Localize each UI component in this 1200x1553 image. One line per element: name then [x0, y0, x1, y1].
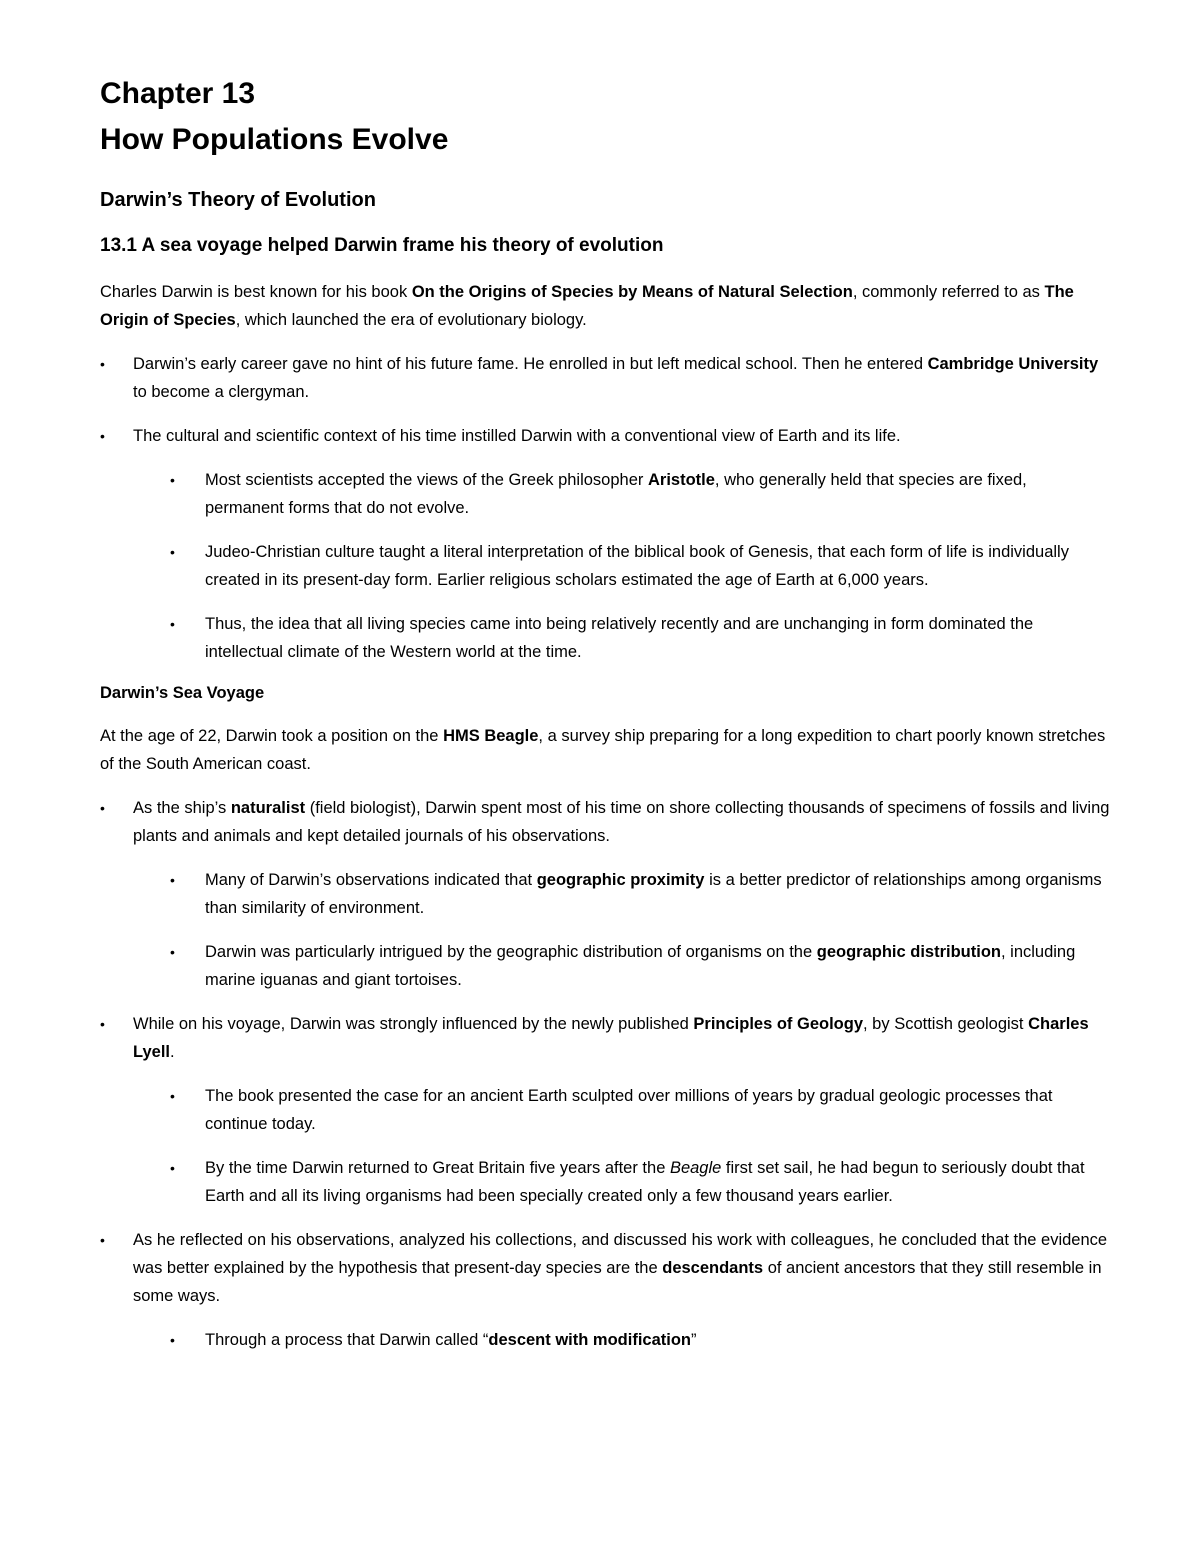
- voyage-paragraph: At the age of 22, Darwin took a position on the HMS Beagle, a survey ship preparing for a long expedition to chart poorly known stretches of the South American coast.: [100, 727, 1106, 773]
- subbullet-ancient-earth: • The book presented the case for an ancient Earth sculpted over millions of years by gradual geologic processes that continue today.: [100, 1082, 1110, 1138]
- subbullet-geographic-proximity: • Many of Darwin’s observations indicated that geographic proximity is a better predictor of relationships among organisms than similarity of environment.: [100, 866, 1110, 922]
- bullet-cultural-context: • The cultural and scientific context of his time instilled Darwin with a conventional view of Earth and its life.: [100, 422, 1110, 450]
- bullet-descendants: • As he reflected on his observations, analyzed his collections, and discussed his work with colleagues, he concluded that the evidence was better explained by the hypothesis that present-day species are the descendants of ancient ancestors that they still resemble in some ways.: [100, 1226, 1110, 1310]
- subsection-heading: 13.1 A sea voyage helped Darwin frame his theory of evolution: [100, 235, 664, 256]
- bullet-dot: •: [170, 1332, 175, 1348]
- bullet-dot: •: [100, 428, 105, 444]
- bullet-early-career: • Darwin’s early career gave no hint of his future fame. He enrolled in but left medical school. Then he entered Cambridge University to become a clergyman.: [100, 350, 1110, 406]
- chapter-title: How Populations Evolve: [100, 123, 449, 156]
- subbullet-genesis: • Judeo-Christian culture taught a literal interpretation of the biblical book of Genesis, that each form of life is individually created in its present-day form. Earlier religious scholars estimated the age of Earth at 6,000 years.: [100, 538, 1110, 594]
- subbullet-intellectual-climate: • Thus, the idea that all living species came into being relatively recently and are unchanging in form dominated the intellectual climate of the Western world at the time.: [100, 610, 1110, 666]
- bullet-dot: •: [100, 356, 105, 372]
- bullet-dot: •: [170, 1160, 175, 1176]
- bullet-dot: •: [170, 616, 175, 632]
- bullet-dot: •: [100, 1232, 105, 1248]
- bullet-dot: •: [170, 472, 175, 488]
- document-page: [100, 76, 1110, 1354]
- subbullet-geographic-distribution: • Darwin was particularly intrigued by the geographic distribution of organisms on the geographic distribution, including marine iguanas and giant tortoises.: [100, 938, 1110, 994]
- voyage-heading: Darwin’s Sea Voyage: [100, 684, 265, 702]
- intro-paragraph: Charles Darwin is best known for his book On the Origins of Species by Means of Natural Selection, commonly referred to as The Origin of Species, which launched the era of evolutionary biology.: [100, 283, 1074, 329]
- bullet-dot: •: [170, 544, 175, 560]
- subbullet-descent-with-modification: • Through a process that Darwin called “descent with modification”: [100, 1326, 1110, 1354]
- bullet-dot: •: [100, 1016, 105, 1032]
- bullet-dot: •: [100, 800, 105, 816]
- section-heading: Darwin’s Theory of Evolution: [100, 189, 376, 211]
- chapter-heading: Chapter 13: [100, 77, 256, 110]
- subbullet-aristotle: • Most scientists accepted the views of the Greek philosopher Aristotle, who generally held that species are fixed, permanent forms that do not evolve.: [100, 466, 1110, 522]
- subbullet-returned-britain: • By the time Darwin returned to Great Britain five years after the Beagle first set sail, he had begun to seriously doubt that Earth and all its living organisms had been specially created only a few thousand years earlier.: [100, 1154, 1110, 1210]
- bullet-dot: •: [170, 1088, 175, 1104]
- bullet-naturalist: • As the ship’s naturalist (field biologist), Darwin spent most of his time on shore collecting thousands of specimens of fossils and living plants and animals and kept detailed journals of his observations.: [100, 794, 1110, 850]
- bullet-principles-of-geology: • While on his voyage, Darwin was strongly influenced by the newly published Principles of Geology, by Scottish geologist Charles Lyell.: [100, 1010, 1110, 1066]
- bullet-dot: •: [170, 944, 175, 960]
- bullet-dot: •: [170, 872, 175, 888]
